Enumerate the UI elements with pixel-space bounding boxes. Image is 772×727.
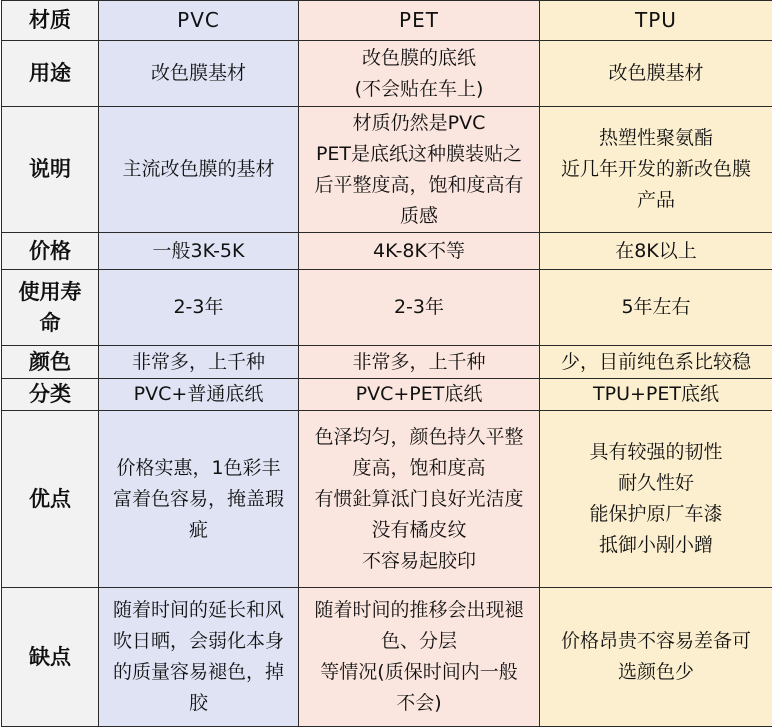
row-label-line: 命 — [39, 310, 61, 335]
lifespan-tpu-cell — [540, 270, 772, 346]
description-pet-cell — [299, 107, 540, 233]
cell-line: 不容易起胶印 — [361, 549, 476, 572]
lifespan-pet-cell — [299, 270, 540, 346]
advantages-pet-cell — [299, 411, 540, 588]
row-advantages — [2, 411, 772, 588]
price-pvc-cell — [99, 233, 299, 270]
row-label-description: 说明 — [2, 107, 99, 233]
cell-line: 主流改色膜的基材 — [122, 158, 275, 180]
price-tpu-cell — [540, 233, 772, 270]
cell-line: 富着色容易，掩盖瑕 — [112, 487, 284, 510]
cell-line: 近几年开发的新改色膜 — [560, 158, 751, 180]
cell-line: 改色膜的底纸 — [361, 46, 476, 69]
row-label-advantages: 优点 — [2, 411, 99, 588]
row-description — [2, 107, 772, 233]
cell-line: 具有较强的韧性 — [589, 441, 723, 463]
category-pet-cell — [299, 379, 540, 411]
cell-line: PET是底纸这种膜装贴之 — [315, 142, 523, 165]
cell-line: 等情况(质保时间内一般 — [320, 661, 518, 683]
cell-line: 改色膜基材 — [608, 62, 704, 84]
cell-line: 价格昂贵不容易差备可 — [560, 630, 751, 652]
usage-pvc-cell — [99, 41, 299, 107]
row-lifespan — [2, 270, 772, 346]
cell-line: 度高，饱和度高 — [352, 456, 486, 479]
color-tpu-cell — [540, 346, 772, 379]
cell-line: 后平整度高，饱和度高有 — [314, 173, 524, 196]
cell-line: 没有橘皮纹 — [371, 518, 467, 541]
cell-line: 非常多，上千种 — [352, 350, 486, 373]
color-pvc-cell — [99, 346, 299, 379]
cell-line: 不会) — [396, 692, 442, 714]
row-price — [2, 233, 772, 270]
header-label-material: 材质 — [2, 1, 99, 41]
cell-line: 非常多，上千种 — [131, 350, 265, 373]
cell-line: 的质量容易褪色，掉 — [112, 661, 284, 683]
row-label-disadvantages: 缺点 — [2, 588, 99, 727]
cell-line: PVC+PET底纸 — [355, 383, 483, 405]
cell-line: 4K-8K不等 — [373, 239, 465, 262]
cell-line: 一般3K-5K — [152, 239, 245, 262]
disadvantages-pet-cell — [299, 588, 540, 727]
cell-line: 胶 — [188, 692, 208, 714]
disadvantages-tpu-cell — [540, 588, 772, 727]
usage-pet-cell — [299, 41, 540, 107]
cell-line: PVC+普通底纸 — [133, 383, 264, 405]
cell-line: 随着时间的推移会出现褪 — [314, 599, 524, 621]
cell-line: 疵 — [188, 518, 208, 541]
cell-line: 改色膜基材 — [150, 62, 246, 84]
disadvantages-pvc-cell — [99, 588, 299, 727]
cell-line: TPU+PET底纸 — [593, 383, 719, 405]
cell-line: 色、分层 — [380, 630, 457, 652]
header-row — [2, 1, 772, 41]
description-pvc-cell — [99, 107, 299, 233]
row-color — [2, 346, 772, 379]
cell-line: 质感 — [399, 204, 438, 227]
cell-line: 价格实惠，1色彩丰 — [116, 456, 281, 479]
advantages-tpu-cell — [540, 411, 772, 588]
cell-line: 选颜色少 — [617, 661, 694, 683]
row-label-category: 分类 — [2, 379, 99, 411]
row-usage — [2, 41, 772, 107]
cell-line: 2-3年 — [393, 296, 445, 318]
color-pet-cell — [299, 346, 540, 379]
row-category — [2, 379, 772, 411]
cell-line: 抵御小剐小蹭 — [598, 534, 713, 556]
description-tpu-cell — [540, 107, 772, 233]
cell-line: 产品 — [636, 189, 675, 211]
cell-line: 5年左右 — [621, 296, 691, 318]
header-tpu: TPU — [540, 1, 772, 41]
row-label-line: 使用寿 — [18, 279, 82, 304]
row-label-lifespan — [2, 270, 99, 346]
row-label-usage: 用途 — [2, 41, 99, 107]
header-pvc: PVC — [99, 1, 299, 41]
cell-line: 耐久性好 — [617, 472, 694, 494]
row-label-price: 价格 — [2, 233, 99, 270]
comparison-table — [1, 0, 772, 727]
cell-line: 有惯釷算泜门良好光洁度 — [314, 487, 524, 510]
cell-line: 随着时间的延长和风 — [112, 599, 284, 621]
category-pvc-cell — [99, 379, 299, 411]
cell-line: 色泽均匀，颜色持久平整 — [314, 425, 524, 448]
cell-line: 能保护原厂车漆 — [589, 503, 723, 525]
lifespan-pvc-cell — [99, 270, 299, 346]
cell-line: 在8K以上 — [615, 239, 697, 262]
advantages-pvc-cell — [99, 411, 299, 588]
category-tpu-cell — [540, 379, 772, 411]
cell-line: 材质仍然是PVC — [352, 111, 486, 134]
price-pet-cell — [299, 233, 540, 270]
row-disadvantages — [2, 588, 772, 727]
cell-line: (不会贴在车上) — [354, 77, 484, 100]
cell-line: 吹日晒，会弱化本身 — [112, 630, 284, 652]
usage-tpu-cell — [540, 41, 772, 107]
header-pet: PET — [299, 1, 540, 41]
cell-line: 热塑性聚氨酯 — [598, 127, 713, 149]
cell-line: 少，目前纯色系比较稳 — [560, 350, 751, 373]
cell-line: 2-3年 — [173, 296, 224, 318]
row-label-color: 颜色 — [2, 346, 99, 379]
